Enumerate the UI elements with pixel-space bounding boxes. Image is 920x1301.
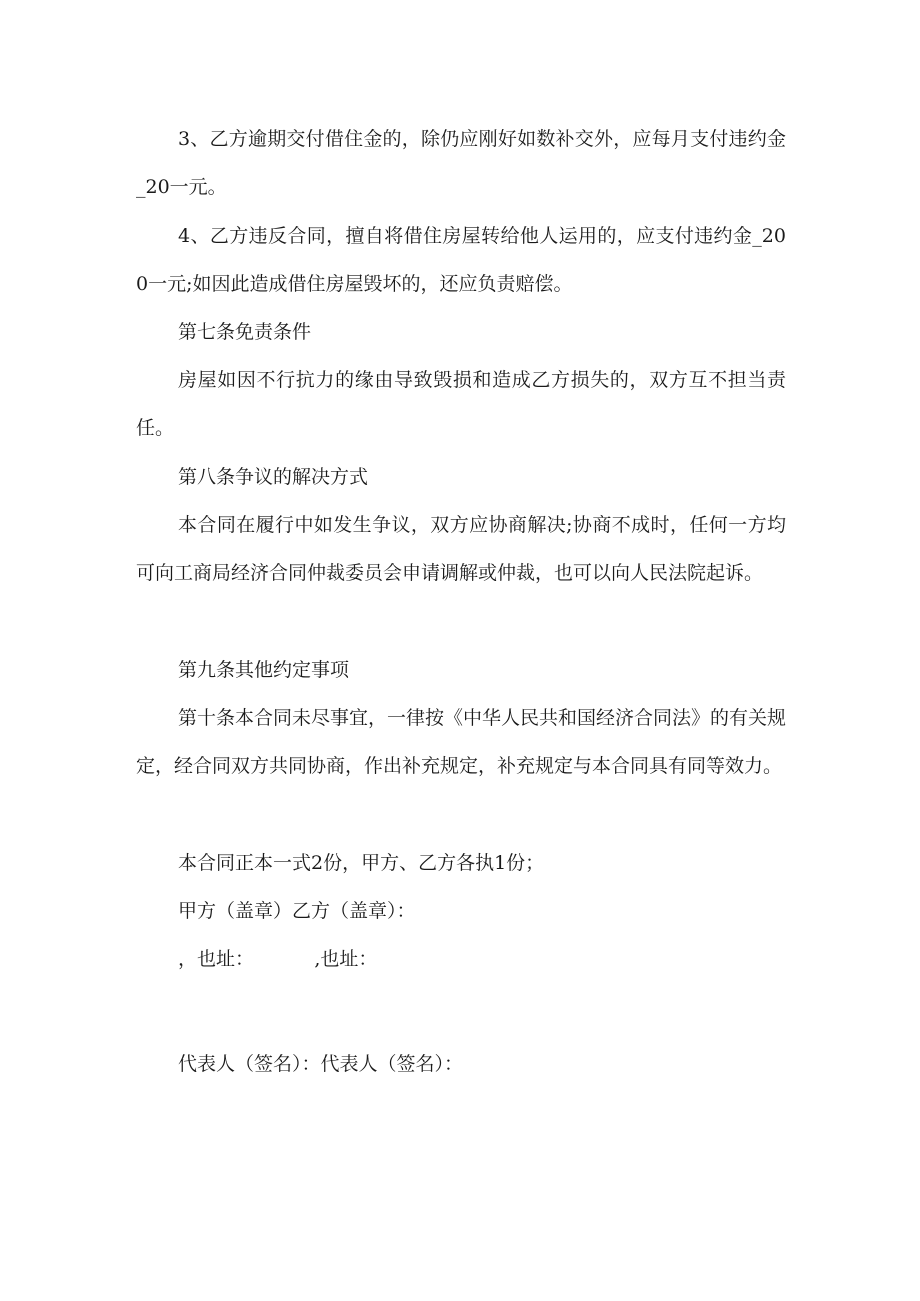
copies-statement: 本合同正本一式2份，甲方、乙方各执1份； xyxy=(178,852,545,874)
seal-line: 甲方（盖章）乙方（盖章）： xyxy=(178,900,416,922)
article-heading-7: 第七条免责条件 xyxy=(178,321,312,343)
clause-paragraph-force-majeure: 房屋如因不行抗力的缘由导致毁损和造成乙方损失的，双方互不担当责任。 xyxy=(136,369,786,439)
clause-paragraph-dispute: 本合同在履行中如发生争议，双方应协商解决;协商不成时，任何一方均可向工商局经济合同仲裁委员会申请调解或仲裁，也可以向人民法院起诉。 xyxy=(136,514,786,584)
article-heading-9: 第九条其他约定事项 xyxy=(178,659,350,681)
clause-paragraph-article-10: 第十条本合同未尽事宜，一律按《中华人民共和国经济合同法》的有关规定，经合同双方共同协商，作出补充规定，补充规定与本合同具有同等效力。 xyxy=(136,707,787,777)
article-heading-8: 第八条争议的解决方式 xyxy=(178,466,369,488)
signature-line: 代表人（签名）：代表人（签名）： xyxy=(178,1053,464,1075)
clause-paragraph-breach: 4、乙方违反合同，擅自将借住房屋转给他人运用的，应支付违约金_200一元;如因此造成借住房屋毁坏的，还应负责赔偿。 xyxy=(136,225,786,295)
address-line: ，也址： ,也址： xyxy=(178,948,378,970)
clause-paragraph-late-payment: 3、乙方逾期交付借住金的，除仍应刚好如数补交外，应每月支付违约金_20一元。 xyxy=(136,128,786,198)
